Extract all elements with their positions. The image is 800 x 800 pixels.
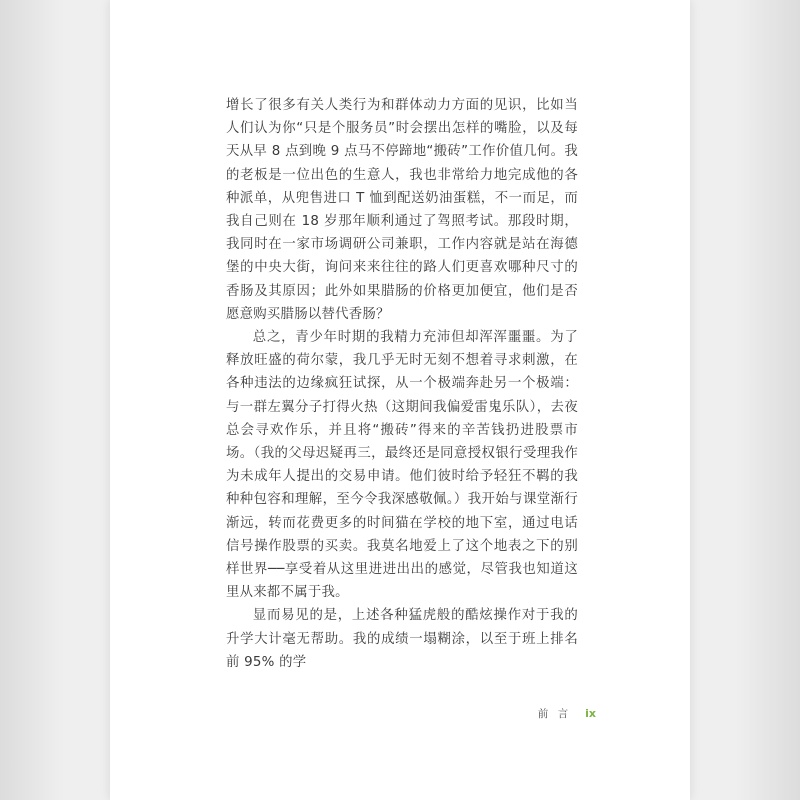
- book-page: [110, 0, 690, 800]
- paragraph: 显而易见的是，上述各种猛虎般的酷炫操作对于我的升学大计毫无帮助。我的成绩一塌糊涂，以至于班上排名前 95% 的学: [226, 608, 578, 670]
- paragraph: 总之，青少年时期的我精力充沛但却浑浑噩噩。为了释放旺盛的荷尔蒙，我几乎无时无刻不想着寻求刺激，在各种违法的边缘疯狂试探，从一个极端奔赴另一个极端：与一群左翼分子打得火热（这期间我偏爱雷鬼乐队），去夜总会寻欢作乐，并且将“搬砖”得来的辛苦钱扔进股票市场。（我的父母迟疑再三，最终还是同意授权银行受理我作为未成年人提出的交易申请。他们彼时给予轻狂不羁的我种种包容和理解，至今令我深感敬佩。）我开始与课堂渐行渐远，转而花费更多的时间猫在学校的地下室，通过电话信号操作股票的买卖。我莫名地爱上了这个地表之下的别样世界──享受着从这里进进出出的感觉，尽管我也知道这里从来都不属于我。: [226, 330, 578, 601]
- paragraph: 增长了很多有关人类行为和群体动力方面的见识，比如当人们认为你“只是个服务员”时会摆出怎样的嘴脸，以及每天从早 8 点到晚 9 点马不停蹄地“搬砖”工作价值几何。我的老板是一位出色的生意人，我也非常给力地完成他的各种派单，从兜售进口 T 恤到配送奶油蛋糕，不一而足，而我自己则在 18 岁那年顺利通过了驾照考试。那段时期，我同时在一家市场调研公司兼职，工作内容就是站在海德堡的中央大街，询问来来往往的路人们更喜欢哪种尺寸的香肠及其原因；此外如果腊肠的价格更加便宜，他们是否愿意购买腊肠以替代香肠？: [226, 98, 578, 322]
- section-title: 前 言: [537, 708, 572, 720]
- page-number: ix: [585, 707, 596, 720]
- body-text: [226, 94, 578, 674]
- page-footer: [538, 706, 596, 721]
